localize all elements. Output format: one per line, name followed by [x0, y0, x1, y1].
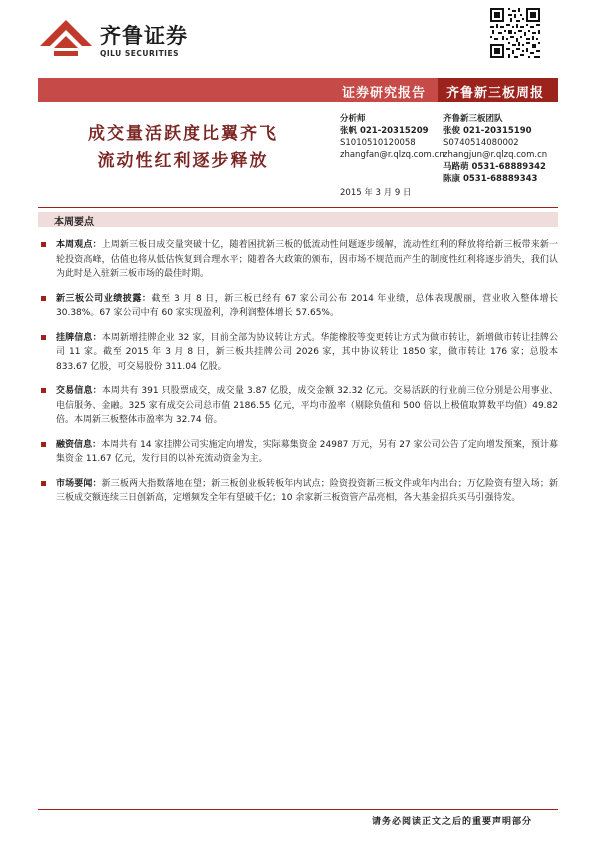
section-divider-top — [38, 207, 558, 208]
footer-disclaimer: 请务必阅读正文之后的重要声明部分 — [372, 817, 533, 827]
section-title: 本周要点 — [54, 217, 94, 228]
item-text: 本周共有 14 家挂牌公司实施定向增发，实际募集资金 24987 万元，另有 27 家公司公告了定向增发预案，预计募集资金 11.67 亿元，发行目的以补充流动资金为主。 — [56, 439, 558, 464]
analyst-block-right — [443, 113, 547, 185]
list-item — [38, 477, 558, 506]
banner-left-label: 证券研究报告 — [341, 86, 426, 101]
analyst-email: zhangfan@r.qlzq.com.cn — [340, 150, 445, 160]
contact-name-phone: 马路萌 0531-68889342 — [443, 162, 546, 172]
banner-report-series — [438, 78, 558, 102]
item-lead: 本周观点： — [56, 240, 102, 250]
item-text: 本周共有 391 只股票成交，成交量 3.87 亿股，成交金额 32.32 亿元。交易活跃的行业前三位分别是公用事业、电信服务、金融。325 家有成交公司总市值 2186.55 亿元，平均市盈率（剔除负值和 500 倍以上极值取算数平均值）49.82 倍。本周新三板整体市盈率为 32.74 倍。 — [56, 386, 558, 425]
bullet-square-icon — [41, 388, 46, 393]
section-header — [38, 212, 558, 227]
report-title-line2: 流动性红利逐步释放 — [97, 151, 269, 171]
logo-text-en: QILU SECURITIES — [100, 49, 179, 58]
company-logo — [34, 16, 194, 60]
report-date: 2015 年 3 月 9 日 — [340, 188, 412, 198]
list-item — [38, 384, 558, 428]
item-text: 本周新增挂牌企业 32 家，目前全部为协议转让方式。华能橡胶等变更转让方式为做市转让，新增做市转让挂牌公司 11 家。截至 2015 年 3 月 8 日，新三板共挂牌公司 2026 家，其中协议转让 1850 家，做市转让 176 家；总股本 833.67 亿股，可交易股份 311.04 亿股。 — [56, 332, 558, 372]
item-lead: 市场要闻： — [56, 478, 102, 489]
list-item — [38, 238, 558, 282]
bullet-square-icon — [41, 242, 46, 247]
analyst-license: S1010510120058 — [340, 138, 416, 148]
item-text: 上周新三板日成交量突破十亿，随着困扰新三板的低流动性问题逐步缓解，流动性红利的释放将给新三板带来新一轮投资高峰，估值也将从低估恢复到合理水平；随着各大政策的颁布，因市场不规范而产生的制度性红利将逐步消失，我们认为此时是入驻新三板市场的最佳时期。 — [56, 240, 558, 279]
bullet-square-icon — [41, 442, 46, 447]
bullet-square-icon — [41, 481, 46, 486]
report-banner — [38, 78, 558, 102]
analyst-block-left — [340, 113, 445, 161]
analyst-email: zhangjun@r.qlzq.com.cn — [443, 150, 548, 160]
footer-divider — [38, 809, 558, 810]
item-text: 截至 3 月 8 日，新三板已经有 67 家公司公布 2014 年业绩，总体表现靓丽，营业收入整体增长 30.38%。67 家公司中有 60 家实现盈利，净利润整体增长 57.65%。 — [56, 293, 558, 318]
logo-text-cn: 齐鲁证券 — [100, 24, 188, 48]
list-item — [38, 292, 558, 321]
bullet-square-icon — [41, 296, 46, 301]
item-lead: 挂牌信息： — [56, 332, 102, 343]
qilu-logo-icon — [38, 18, 94, 58]
item-lead: 交易信息： — [56, 386, 102, 396]
item-lead: 新三板公司业绩披露： — [56, 293, 152, 304]
list-item — [38, 438, 558, 467]
report-title-line1: 成交量活跃度比翼齐飞 — [88, 124, 278, 144]
banner-report-type — [38, 78, 438, 102]
item-lead: 融资信息： — [56, 439, 102, 450]
team-heading: 齐鲁新三板团队 — [443, 114, 503, 124]
item-text: 新三板两大指数落地在望；新三板创业板转板年内试点；险资投资新三板文件或年内出台；万亿险资有望入场；新三板成交额连续三日创新高，定增频发全年有望破千亿；10 余家新三板资管产品亮相，各大基金招兵买马引强待发。 — [56, 478, 558, 503]
key-points-list — [38, 238, 558, 516]
contact-name-phone: 陈康 0531-68889343 — [443, 174, 538, 184]
analyst-license: S0740514080002 — [443, 138, 519, 148]
qr-code-icon — [490, 8, 540, 58]
analyst-heading: 分析师 — [340, 114, 366, 124]
analyst-name-phone: 张俊 021-20315190 — [443, 126, 532, 136]
bullet-square-icon — [41, 335, 46, 340]
analyst-name-phone: 张帆 021-20315209 — [340, 126, 429, 136]
qr-code — [490, 8, 540, 58]
list-item — [38, 331, 558, 375]
banner-right-label: 齐鲁新三板周报 — [446, 86, 545, 101]
